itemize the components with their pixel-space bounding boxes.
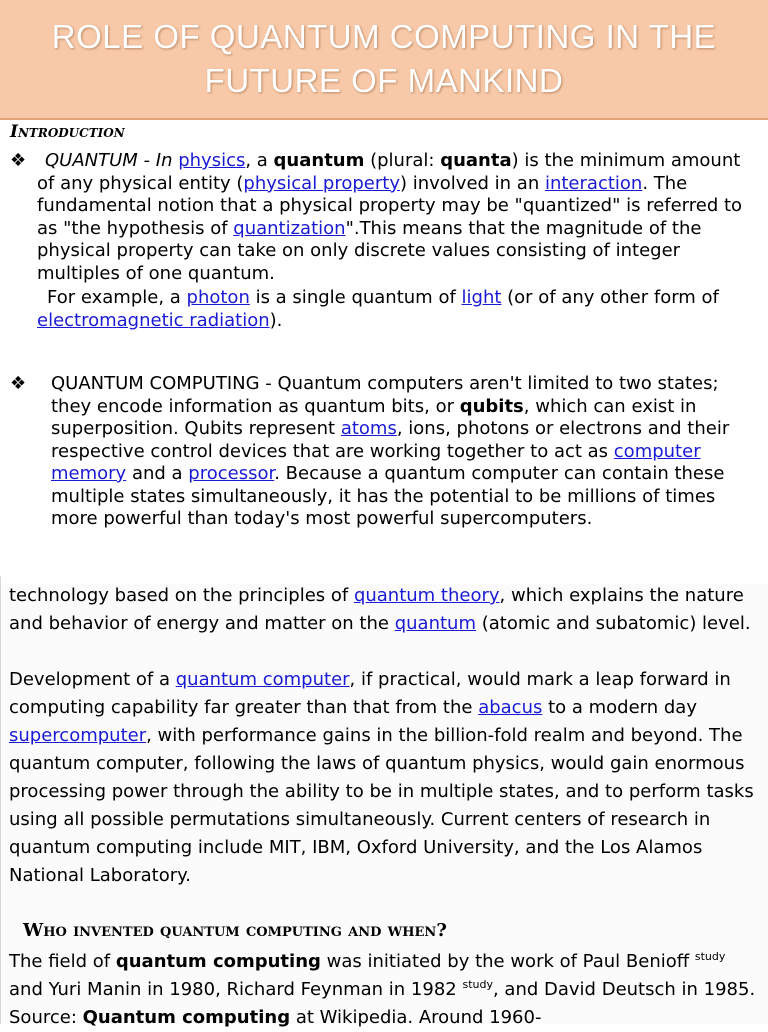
quantum-label-text: QUANTUM - In [45, 150, 179, 171]
link-atoms[interactable]: atoms [340, 418, 397, 439]
who-invented-heading: Who invented quantum computing and when? [23, 920, 447, 941]
text: (or of any other form of [501, 287, 719, 308]
history-paragraph [9, 948, 761, 1032]
text: and a [126, 463, 189, 484]
text: The field of [9, 951, 116, 972]
text: . Because a quantum computer can contain these multiple states simultaneously, it has the potential to be millions of times more powerful than today's most powerful supercomputers. [51, 463, 725, 529]
bold-qubits: qubits [459, 395, 524, 417]
link-electromagnetic-radiation[interactable]: electromagnetic radiation [37, 309, 270, 331]
bold-quantum: quantum [273, 150, 365, 171]
link-processor[interactable]: processor [188, 463, 275, 484]
text: is a single quantum of [249, 287, 462, 308]
title-banner [0, 0, 768, 120]
text: ) involved in an [399, 172, 545, 194]
quantum-definition [10, 150, 755, 285]
text: QUANTUM COMPUTING - Quantum computers aren't limited to two states; they encode information as quantum bits, or [51, 373, 719, 417]
text: (atomic and subatomic) level. [475, 613, 751, 634]
development-paragraph [9, 666, 761, 890]
text: technology based on the principles of [9, 585, 354, 606]
title-line-2: FUTURE OF MANKIND [204, 62, 564, 99]
link-supercomputer[interactable]: supercomputer [9, 725, 147, 746]
link-physics[interactable]: physics [178, 150, 246, 171]
quantum-theory-paragraph [9, 582, 761, 638]
quantum-bullet [10, 150, 755, 332]
text: ".This means that the magnitude of the physical property can take on only discrete values consisting of integer multiples of one quantum. [37, 217, 702, 284]
study-superscript: study [694, 950, 726, 963]
introduction-heading: Introduction [10, 122, 125, 142]
link-abacus[interactable]: abacus [478, 697, 543, 718]
text: ). [269, 309, 283, 331]
text: , a [245, 150, 274, 171]
link-photon[interactable]: photon [186, 287, 250, 308]
text: and Yuri Manin in 1980, Richard Feynman in 1982 [9, 979, 463, 1000]
content-panel [0, 576, 768, 1028]
text: , and David Deutsch in 1985. Source: [9, 979, 756, 1028]
study-superscript: study [462, 978, 493, 991]
text: , which explains the nature and behavior of energy and matter on the [9, 585, 744, 634]
link-interaction[interactable]: interaction [544, 172, 643, 194]
link-quantum-theory[interactable]: quantum theory [353, 585, 500, 606]
quantum-computing-definition [10, 373, 755, 531]
text: Development of a [9, 669, 176, 690]
bold-quantum-computing: quantum computing [115, 951, 321, 972]
bold-quantum-computing-source: Quantum computing [82, 1007, 291, 1028]
title-line-1: ROLE OF QUANTUM COMPUTING IN THE [51, 18, 717, 55]
link-quantization[interactable]: quantization [233, 217, 346, 239]
link-quantum[interactable]: quantum [394, 613, 476, 634]
text: (plural: [364, 150, 441, 171]
quantum-computing-bullet [10, 373, 755, 531]
text: at Wikipedia. Around 1960- [290, 1007, 542, 1028]
text: . The fundamental notion that a physical property may be "quantized" is referred to as "the hypothesis of [37, 172, 743, 239]
text: , if practical, would mark a leap forward in computing capability far greater than that from the [9, 669, 731, 718]
text: , ions, photons or electrons and their respective control devices that are working together to act as [51, 418, 730, 462]
text: ) is the minimum amount of any physical entity ( [37, 150, 741, 194]
link-light[interactable]: light [461, 287, 502, 308]
link-physical-property[interactable]: physical property [243, 172, 400, 194]
link-computer-memory[interactable]: computer memory [51, 440, 701, 484]
text: For example, a [47, 287, 187, 308]
text: , with performance gains in the billion-fold realm and beyond. The quantum computer, following the laws of quantum physics, would gain enormous processing power through the ability to be in multiple states, and to perform tasks using all possible permutations simultaneously. Current centers of research in quantum computing include MIT, IBM, Oxford University, and the Los Alamos National Laboratory. [9, 725, 754, 886]
text: was initiated by the work of Paul Benioff [320, 951, 695, 972]
diamond-bullet-icon: ❖ [10, 373, 27, 394]
bold-quanta: quanta [440, 150, 512, 171]
text: to a modern day [542, 697, 697, 718]
diamond-bullet-icon: ❖ [10, 150, 27, 171]
link-quantum-computer[interactable]: quantum computer [175, 669, 350, 690]
page-title [52, 15, 716, 103]
photon-example [10, 287, 755, 332]
text: , which can exist in superposition. Qubits represent [51, 395, 697, 439]
